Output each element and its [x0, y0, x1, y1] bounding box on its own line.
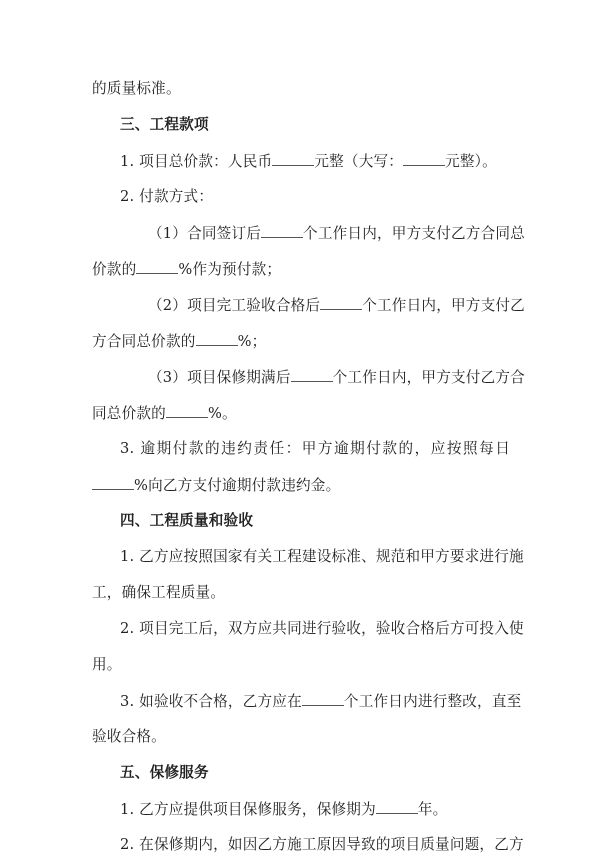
blank-field[interactable] [376, 799, 418, 814]
blank-field[interactable] [403, 151, 445, 166]
text: 工，确保工程质量。 [92, 584, 226, 601]
text: 年。 [417, 801, 448, 818]
section-heading-4 [120, 511, 253, 531]
text: %。 [207, 405, 237, 422]
clause-quality-3-cont [92, 727, 166, 747]
clause-quality-3 [120, 691, 522, 712]
text: 3. 逾期付款的违约责任：甲方逾期付款的，应按照每日 [120, 440, 510, 457]
blank-field[interactable] [92, 475, 134, 490]
text: 2. 付款方式： [120, 188, 214, 205]
clause-quality-2 [120, 619, 524, 639]
text: %； [237, 333, 267, 350]
text: （2）项目完工验收合格后 [148, 297, 321, 314]
heading-text: 五、保修服务 [120, 764, 209, 781]
subclause-1-cont [92, 259, 281, 280]
text: 个工作日内，甲方支付乙方合同总 [303, 225, 525, 242]
clause-total-price [120, 151, 497, 172]
text: 元整（大写： [314, 153, 404, 170]
text: 2. 在保修期内，如因乙方施工原因导致的项目质量问题，乙方 [120, 836, 524, 853]
text: 同总价款的 [92, 405, 166, 422]
clause-late-payment [120, 439, 510, 459]
clause-quality-1 [120, 547, 524, 567]
text: 方合同总价款的 [92, 333, 196, 350]
clause-quality-2-cont [92, 655, 122, 675]
clause-warranty-2 [120, 835, 524, 855]
blank-field[interactable] [320, 295, 362, 310]
text: 2. 项目完工后，双方应共同进行验收，验收合格后方可投入使 [120, 620, 524, 637]
blank-field[interactable] [166, 403, 208, 418]
heading-text: 四、工程质量和验收 [120, 512, 254, 529]
heading-text: 三、工程款项 [120, 116, 209, 133]
clause-quality-1-cont [92, 583, 225, 603]
clause-payment-method [120, 187, 213, 207]
text: 个工作日内，甲方支付乙 [362, 297, 525, 314]
subclause-1 [148, 223, 525, 244]
text: %向乙方支付逾期付款违约金。 [134, 477, 341, 494]
section-heading-5 [120, 763, 209, 783]
text: 的质量标准。 [92, 80, 181, 97]
subclause-2 [148, 295, 525, 316]
text: 1. 项目总价款：人民币 [120, 153, 273, 170]
blank-field[interactable] [302, 691, 344, 706]
subclause-3 [148, 367, 525, 388]
clause-warranty-1 [120, 799, 447, 820]
text: 价款的 [92, 261, 137, 278]
text: （1）合同签订后 [148, 225, 262, 242]
text: 1. 乙方应提供项目保修服务，保修期为 [120, 801, 376, 818]
clause-late-payment-cont [92, 475, 340, 496]
text: 元整）。 [445, 153, 497, 170]
paragraph-line [92, 79, 181, 99]
text: %作为预付款； [178, 261, 282, 278]
text: 验收合格。 [92, 728, 166, 745]
blank-field[interactable] [196, 331, 238, 346]
blank-field[interactable] [261, 223, 303, 238]
text: 个工作日内，甲方支付乙方合 [332, 369, 525, 386]
subclause-2-cont [92, 331, 266, 352]
section-heading-3 [120, 115, 209, 135]
text: 3. 如验收不合格，乙方应在 [120, 693, 302, 710]
text: 用。 [92, 656, 122, 673]
text: 个工作日内进行整改，直至 [343, 693, 522, 710]
subclause-3-cont [92, 403, 237, 424]
text: 1. 乙方应按照国家有关工程建设标准、规范和甲方要求进行施 [120, 548, 524, 565]
blank-field[interactable] [136, 259, 178, 274]
blank-field[interactable] [291, 367, 333, 382]
text: （3）项目保修期满后 [148, 369, 291, 386]
blank-field[interactable] [272, 151, 314, 166]
